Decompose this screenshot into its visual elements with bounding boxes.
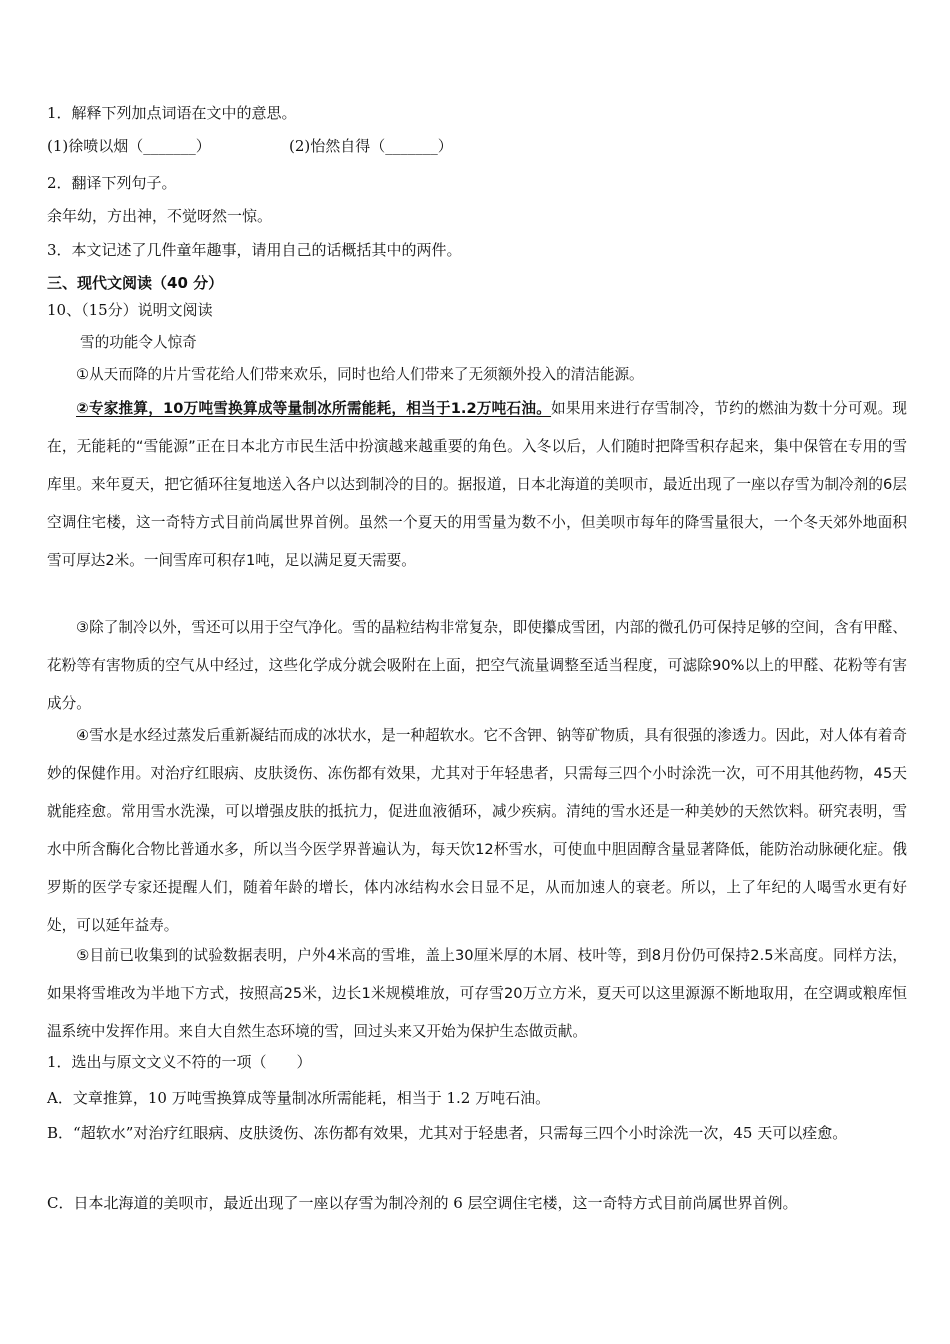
paragraph-3: ③除了制冷以外，雪还可以用于空气净化。雪的晶粒结构非常复杂，即使攥成雪团，内部的微孔仍可保持足够的空间，含有甲醛、花粉等有害物质的空气从中经过，这些化学成分就会吸附在上面，把空气流量调整至适当程度，可滤除90%以上的甲醛、花粉等有害成分。 xyxy=(47,619,907,712)
option-b: B．“超软水”对治疗红眼病、皮肤烫伤、冻伤都有效果，尤其对于轻患者，只需每三四个小时涂洗一次，45 天可以痊愈。 xyxy=(47,1124,848,1142)
question-10-heading: 10、（15分）说明文阅读 xyxy=(47,301,213,319)
paragraph-4: ④雪水是水经过蒸发后重新凝结而成的冰状水，是一种超软水。它不含钾、钠等矿物质，具有很强的渗透力。因此，对人体有着奇妙的保健作用。对治疗红眼病、皮肤烫伤、冻伤都有效果，尤其对于年轻患者，只需每三四个小时涂洗一次，可不用其他药物，45天就能痊愈。常用雪水洗澡，可以增强皮肤的抵抗力，促进血液循环，减少疾病。清纯的雪水还是一种美妙的天然饮料。研究表明，雪水中所含酶化合物比普通水多，所以当今医学界普遍认为，每天饮12杯雪水，可使血中胆固醇含量显著降低，能防治动脉硬化症。俄罗斯的医学专家还提醒人们，随着年龄的增长，体内冰结构水会日显不足，从而加速人的衰老。所以，上了年纪的人喝雪水更有好处，可以延年益寿。 xyxy=(47,727,907,934)
question-explain: 1．解释下列加点词语在文中的意思。 xyxy=(47,104,297,122)
paragraph-2: ②专家推算，10万吨雪换算成等量制冰所需能耗，相当于1.2万吨石油。如果用来进行存雪制冷，节约的燃油为数十分可观。现在，无能耗的“雪能源”正在日本北方市民生活中扮演越来越重要的角色。入冬以后，人们随时把降雪积存起来，集中保管在专用的雪库里。来年夏天，把它循环往复地送入各户以达到制冷的目的。据报道，日本北海道的美呗市，最近出现了一座以存雪为制冷剂的6层空调住宅楼，这一奇特方式目前尚属世界首例。虽然一个夏天的用雪量为数不小，但美呗市每年的降雪量很大，一个冬天郊外地面积雪可厚达2米。一间雪库可积存1吨，足以满足夏天需要。 xyxy=(47,400,907,569)
paragraph-5: ⑤目前已收集到的试验数据表明，户外4米高的雪堆，盖上30厘米厚的木屑、枝叶等，到8月份仍可保持2.5米高度。同样方法，如果将雪堆改为半地下方式，按照高25米，边长1米规模堆放，可存雪20万立方米，夏天可以这里源源不断地取用，在空调或粮库恒温系统中发挥作用。来自大自然生态环境的雪，回过头来又开始为保护生态做贡献。 xyxy=(47,947,907,1040)
option-c: C．日本北海道的美呗市，最近出现了一座以存雪为制冷剂的 6 层空调住宅楼，这一奇特方式目前尚属世界首例。 xyxy=(47,1194,798,1212)
question-summarize: 3．本文记述了几件童年趣事，请用自己的话概括其中的两件。 xyxy=(47,241,462,259)
paragraph-1: ①从天而降的片片雪花给人们带来欢乐，同时也给人们带来了无须额外投入的清洁能源。 xyxy=(76,366,644,383)
question-translate: 2．翻译下列句子。 xyxy=(47,174,177,192)
question-1: 1．选出与原文文义不符的一项（ ） xyxy=(47,1053,312,1071)
underlined-sentence: ②专家推算，10万吨雪换算成等量制冰所需能耗，相当于1.2万吨石油。 xyxy=(76,400,552,417)
question-explain-item-2: (2)怡然自得（_______） xyxy=(289,137,453,155)
section-title: 三、现代文阅读（40 分） xyxy=(47,274,224,292)
option-a: A．文章推算，10 万吨雪换算成等量制冰所需能耗，相当于 1.2 万吨石油。 xyxy=(47,1089,551,1107)
question-explain-item-1: (1)徐喷以烟（_______） xyxy=(47,137,211,155)
translate-sentence: 余年幼，方出神，不觉呀然一惊。 xyxy=(47,207,273,225)
article-title: 雪的功能令人惊奇 xyxy=(80,334,197,351)
